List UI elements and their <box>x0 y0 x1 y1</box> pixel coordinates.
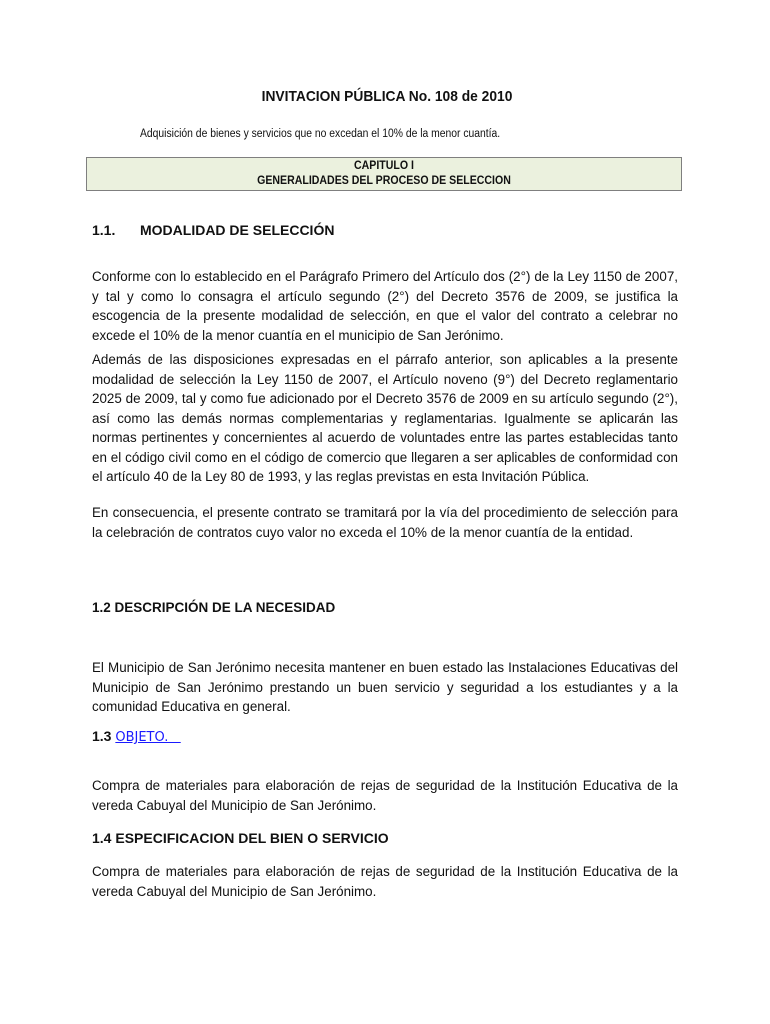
section-1-1-paragraph-1: Conforme con lo establecido en el Parágrafo Primero del Artículo dos (2°) de la Ley 1150 de 2007, y tal y como lo consagra el artículo segundo (2°) del Decreto 3576 de 2009, se justifica la escogencia de la presente modalidad de selección, en que el valor del contrato a celebrar no excede el 10% de la menor cuantía en el municipio de San Jerónimo. <box>92 269 678 343</box>
chapter-box <box>86 157 682 191</box>
section-1-3-number: 1.3 <box>92 728 112 744</box>
section-1-2-paragraph: El Municipio de San Jerónimo necesita mantener en buen estado las Instalaciones Educativas del Municipio de San Jerónimo prestando un buen servicio y seguridad a los estudiantes y a la comunidad Educativa en general. <box>92 660 678 714</box>
section-1-1-heading <box>92 222 334 238</box>
document-subtitle: Adquisición de bienes y servicios que no excedan el 10% de la menor cuantía. <box>140 128 501 140</box>
chapter-title: GENERALIDADES DEL PROCESO DE SELECCION <box>257 175 511 187</box>
section-1-1-title: MODALIDAD DE SELECCIÓN <box>140 222 335 238</box>
section-1-1-paragraph-2: Además de las disposiciones expresadas en el párrafo anterior, son aplicables a la presente modalidad de selección la Ley 1150 de 2007, el Artículo noveno (9°) del Decreto reglamentario 2025 de 2009, tal y como fue adicionado por el Decreto 3576 de 2009 en su artículo segundo (2°), así como las demás normas complementarias y reglamentarias. Igualmente se aplicarán las normas pertinentes y concernientes al acuerdo de voluntades entre las partes establecidas tanto en el código civil como en el código de comercio que llegaren a ser aplicables de conformidad con el artículo 40 de la Ley 80 de 1993, y las reglas previstas en esta Invitación Pública. <box>92 352 678 484</box>
section-1-2-heading: 1.2 DESCRIPCIÓN DE LA NECESIDAD <box>92 600 336 615</box>
section-1-4-heading: 1.4 ESPECIFICACION DEL BIEN O SERVICIO <box>92 830 389 846</box>
section-1-4-paragraph: Compra de materiales para elaboración de rejas de seguridad de la Institución Educativa de la vereda Cabuyal del Municipio de San Jerónimo. <box>92 864 678 899</box>
section-1-3-heading <box>92 728 181 745</box>
objeto-link[interactable]: OBJETO. <box>115 730 181 745</box>
section-1-3-paragraph: Compra de materiales para elaboración de rejas de seguridad de la Institución Educativa de la vereda Cabuyal del Municipio de San Jerónimo. <box>92 778 678 813</box>
document-title: INVITACION PÚBLICA No. 108 de 2010 <box>261 88 513 105</box>
section-1-1-paragraph-3: En consecuencia, el presente contrato se tramitará por la vía del procedimiento de selección para la celebración de contratos cuyo valor no exceda el 10% de la menor cuantía de la entidad. <box>92 505 678 540</box>
chapter-number: CAPITULO I <box>354 160 414 172</box>
section-1-1-number: 1.1. <box>92 222 116 238</box>
